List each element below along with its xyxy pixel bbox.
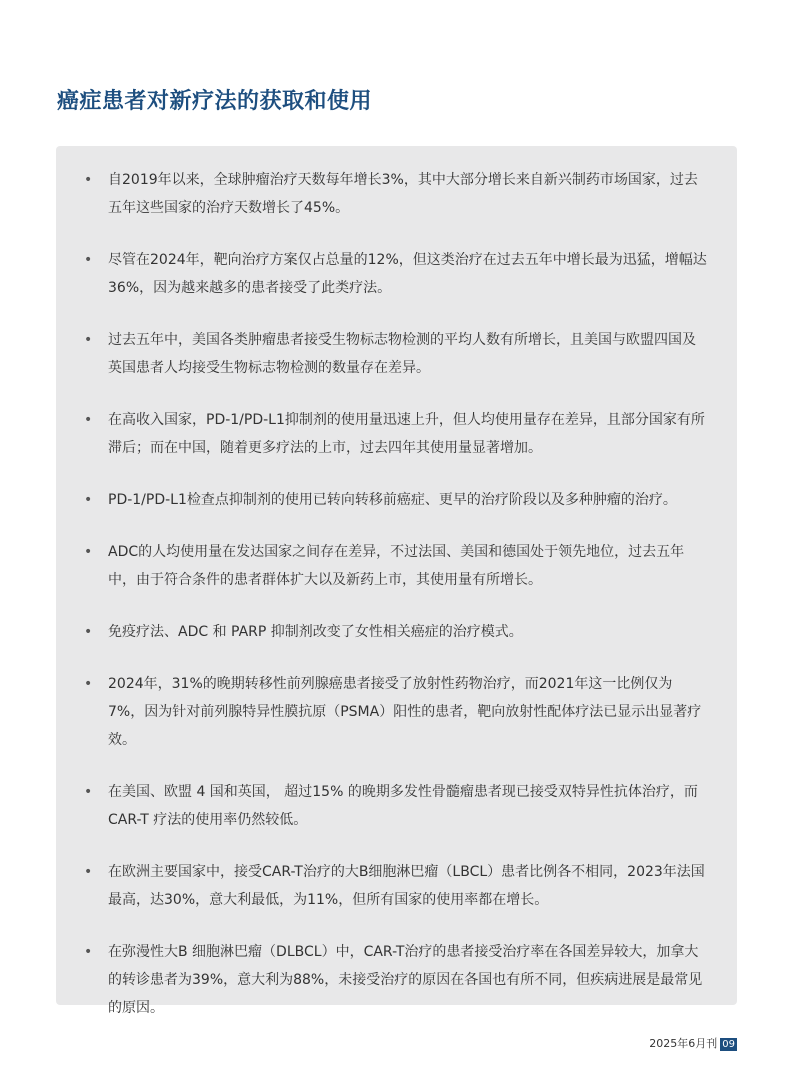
bullet-icon: •: [84, 492, 93, 508]
list-item-text: ADC的人均使用量在发达国家之间存在差异，不过法国、美国和德国处于领先地位，过去五年中，由于符合条件的患者群体扩大以及新药上市，其使用量有所增长。: [108, 544, 685, 588]
list-item-text: 免疫疗法、ADC 和 PARP 抑制剂改变了女性相关癌症的治疗模式。: [108, 624, 523, 640]
issue-date: 2025年6月刊: [649, 1037, 718, 1050]
list-item: [82, 778, 707, 834]
page-title: 癌症患者对新疗法的获取和使用: [57, 89, 373, 114]
list-item: [82, 938, 707, 1022]
bullet-icon: •: [84, 252, 93, 268]
list-item-text: 在高收入国家，PD-1/PD-L1抑制剂的使用量迅速上升，但人均使用量存在差异，且部分国家有所滞后；而在中国，随着更多疗法的上市，过去四年其使用量显著增加。: [108, 412, 705, 456]
bullet-icon: •: [84, 544, 93, 560]
bullet-icon: •: [84, 172, 93, 188]
list-item: [82, 486, 707, 514]
bullet-icon: •: [84, 624, 93, 640]
list-item: [82, 406, 707, 462]
list-item-text: 2024年，31%的晚期转移性前列腺癌患者接受了放射性药物治疗，而2021年这一比例仅为7%，因为针对前列腺特异性膜抗原（PSMA）阳性的患者，靶向放射性配体疗法已显示出显著疗效。: [108, 676, 702, 748]
list-item: [82, 670, 707, 754]
bullet-icon: •: [84, 676, 93, 692]
list-item-text: 自2019年以来，全球肿瘤治疗天数每年增长3%，其中大部分增长来自新兴制药市场国家，过去五年这些国家的治疗天数增长了45%。: [108, 172, 698, 216]
list-item-text: 在弥漫性大B 细胞淋巴瘤（DLBCL）中，CAR-T治疗的患者接受治疗率在各国差异较大，加拿大的转诊患者为39%，意大利为88%，未接受治疗的原因在各国也有所不同，但疾病进展是最常见的原因。: [108, 944, 703, 1016]
bullet-icon: •: [84, 412, 93, 428]
list-item: [82, 858, 707, 914]
bullet-icon: •: [84, 784, 93, 800]
list-item-text: 过去五年中，美国各类肿瘤患者接受生物标志物检测的平均人数有所增长，且美国与欧盟四国及英国患者人均接受生物标志物检测的数量存在差异。: [108, 332, 696, 376]
list-item-text: 在欧洲主要国家中，接受CAR-T治疗的大B细胞淋巴瘤（LBCL）患者比例各不相同，2023年法国最高，达30%，意大利最低，为11%，但所有国家的使用率都在增长。: [108, 864, 705, 908]
page-footer: [649, 1037, 737, 1051]
list-item: [82, 166, 707, 222]
bullet-icon: •: [84, 332, 93, 348]
bullet-list: [82, 166, 707, 1022]
list-item-text: 尽管在2024年，靶向治疗方案仅占总量的12%，但这类治疗在过去五年中增长最为迅猛，增幅达36%，因为越来越多的患者接受了此类疗法。: [108, 252, 707, 296]
summary-box: [56, 146, 737, 1016]
list-item: [82, 538, 707, 594]
list-item-text: PD-1/PD-L1检查点抑制剂的使用已转向转移前癌症、更早的治疗阶段以及多种肿瘤的治疗。: [108, 492, 677, 508]
page-number-badge: 09: [722, 1038, 735, 1050]
bullet-icon: •: [84, 944, 93, 960]
list-item: [82, 326, 707, 382]
bullet-icon: •: [84, 864, 93, 880]
list-item: [82, 246, 707, 302]
list-item-text: 在美国、欧盟 4 国和英国， 超过15% 的晚期多发性骨髓瘤患者现已接受双特异性抗体治疗，而CAR-T 疗法的使用率仍然较低。: [108, 784, 698, 828]
list-item: [82, 618, 707, 646]
